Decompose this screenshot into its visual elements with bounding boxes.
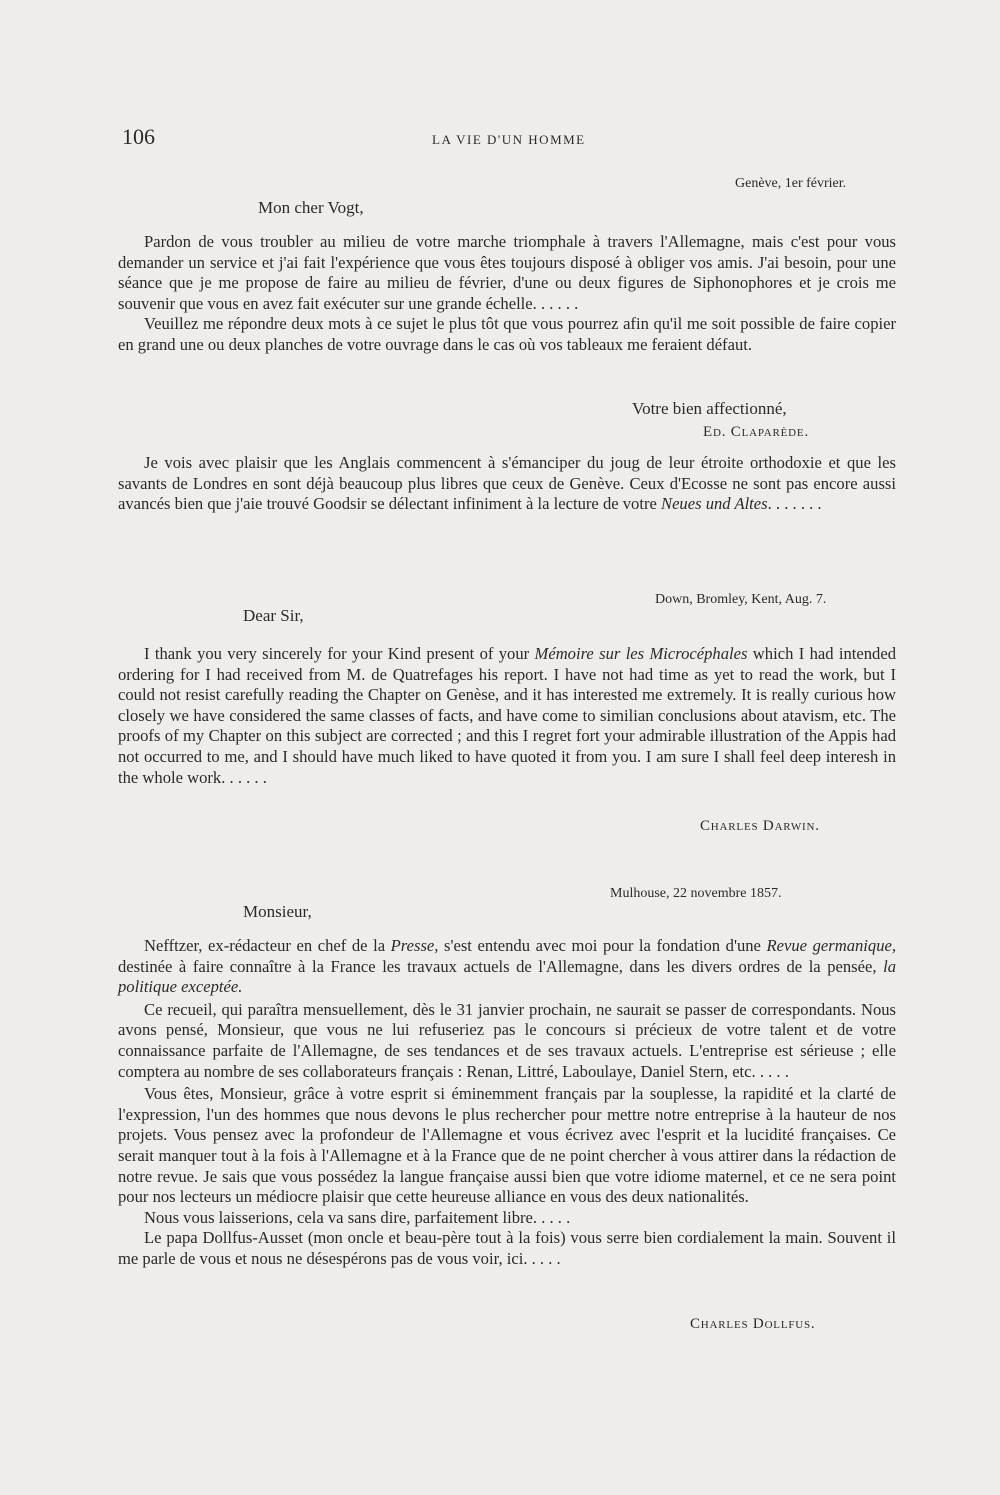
letter2-dateline: Down, Bromley, Kent, Aug. 7. (655, 592, 827, 607)
letter3-paragraph-3: Vous êtes, Monsieur, grâce à votre esprit si éminemment français par la souplesse, la rapidité et la clarté de l'expression, l'un des hommes que nous devons le plus rechercher pour mettre notre entreprise à la hauteur de nos projets. Vous pensez avec la profondeur de l'Allemagne et vous écrivez avec l'esprit et la lucidité françaises. Ce serait manquer tout à la fois à l'Allemagne et à la France que de ne point chercher à vous attirer dans la rédaction de notre revue. Je sais que vous possédez la langue française aussi bien que votre idiome maternel, et ce ne sera point pour nos lecteurs un médiocre plaisir que cette heureuse alliance en vous des deux nationalités. (118, 1084, 896, 1207)
letter3-dateline: Mulhouse, 22 novembre 1857. (610, 886, 782, 901)
letter3-paragraph-2: Ce recueil, qui paraîtra mensuellement, dès le 31 janvier prochain, ne saurait se passer de correspondants. Nous avons pensé, Monsieur, que vous ne lui refuseriez pas le concours si précieux de votre talent et de votre connaissance parfaite de l'Allemagne, de ses tendances et de ses travaux actuels. L'entreprise est sérieuse ; elle comptera au nombre de ses collaborateurs français : Renan, Littré, Laboulaye, Daniel Stern, etc. . . . . (118, 999, 896, 1081)
letter1-signature: Ed. Claparède. (703, 424, 809, 440)
letter1-paragraph-2: Veuillez me répondre deux mots à ce sujet le plus tôt que vous pourrez afin qu'il me soit possible de faire copier en grand une ou deux planches de votre ouvrage dans le cas où vos tableaux me feraient défaut. (118, 314, 896, 354)
letter3-paragraph-5: Le papa Dollfus-Ausset (mon oncle et beau-père tout à la fois) vous serre bien cordialement la main. Souvent il me parle de vous et nous ne désespérons pas de vous voir, ici. . . . . (118, 1228, 896, 1268)
letter3-signature: Charles Dollfus. (690, 1316, 816, 1332)
p1-part-c: destinée à faire connaître à la France les travaux actuels de l'Allemagne, dans les divers ordres de la pensée, (118, 956, 884, 976)
p1-part-a: Nefftzer, ex-rédacteur en chef de la (144, 936, 391, 955)
letter2-paragraph-1 (118, 644, 896, 788)
p1-text-before: I thank you very sincerely for your Kind present of your (144, 644, 535, 663)
running-head: LA VIE D'UN HOMME (432, 132, 586, 147)
letter3-paragraph-1 (118, 936, 896, 998)
book-title-neues-und-altes: Neues und Altes (661, 494, 768, 514)
memoire-title: Mémoire sur les Microcéphales (534, 644, 748, 663)
letter2-body (118, 644, 896, 788)
letter3-paragraph-4: Nous vous laisserions, cela va sans dire, parfaitement libre. . . . . (144, 1207, 571, 1227)
revue-title: Revue germanique, (766, 936, 897, 955)
letter1-postscript (118, 453, 896, 515)
letter1-salutation: Mon cher Vogt, (258, 198, 364, 217)
letter1-closing: Votre bien affectionné, (632, 399, 787, 418)
letter2-salutation: Dear Sir, (243, 606, 304, 625)
p3-text-before: Je vois avec plaisir que les Anglais commencent à s'émanciper du joug de leur étroite orthodoxie et que les savants de Londres en sont déjà beaucoup plus libres que ceux de Genève. Ceux d'Ecosse ne sont pas encore aussi avancés bien que j'aie trouvé Goodsir se délectant infiniment à la lecture de votre (118, 453, 896, 514)
p3-text-after: . . . . . . . (767, 494, 822, 514)
presse-title: Presse, (390, 936, 439, 955)
letter1-dateline: Genève, 1er février. (735, 176, 847, 191)
politique-exceptee: la politique exceptée. (118, 956, 896, 997)
letter1-paragraph-3 (118, 453, 896, 515)
letter1-body (118, 232, 896, 356)
letter3-body (118, 936, 896, 1270)
p1-text-after: which I had intended ordering for I had received from M. de Quatrefages his report. I have not had time as yet to read the work, but I could not resist carefully reading the Chapter on Genèse, and it has interested me extremely. It is really curious how closely we have considered the same classes of facts, and have come to similian conclusions about atavism, etc. The proofs of my Chapter on this subject are corrected ; and this I regret fort your admirable illustration of the Appis had not occurred to me, and I should have much liked to have quoted it from you. I am sure I shall feel deep interesh in the whole work. . . . . . (118, 644, 897, 787)
letter2-signature: Charles Darwin. (700, 818, 820, 834)
letter1-paragraph-1: Pardon de vous troubler au milieu de votre marche triomphale à travers l'Allemagne, mais c'est pour vous demander un service et j'ai fait l'expérience que vous êtes toujours disposé à obliger vos amis. J'ai besoin, pour une séance que je me propose de faire au milieu de février, d'une ou deux figures de Siphonophores et je crois me souvenir que vous en avez fait exécuter sur une grande échelle. . . . . . (118, 232, 896, 313)
p1-part-b: s'est entendu avec moi pour la fondation d'une (438, 936, 767, 955)
page-number: 106 (122, 124, 155, 149)
letter3-salutation: Monsieur, (243, 902, 312, 921)
